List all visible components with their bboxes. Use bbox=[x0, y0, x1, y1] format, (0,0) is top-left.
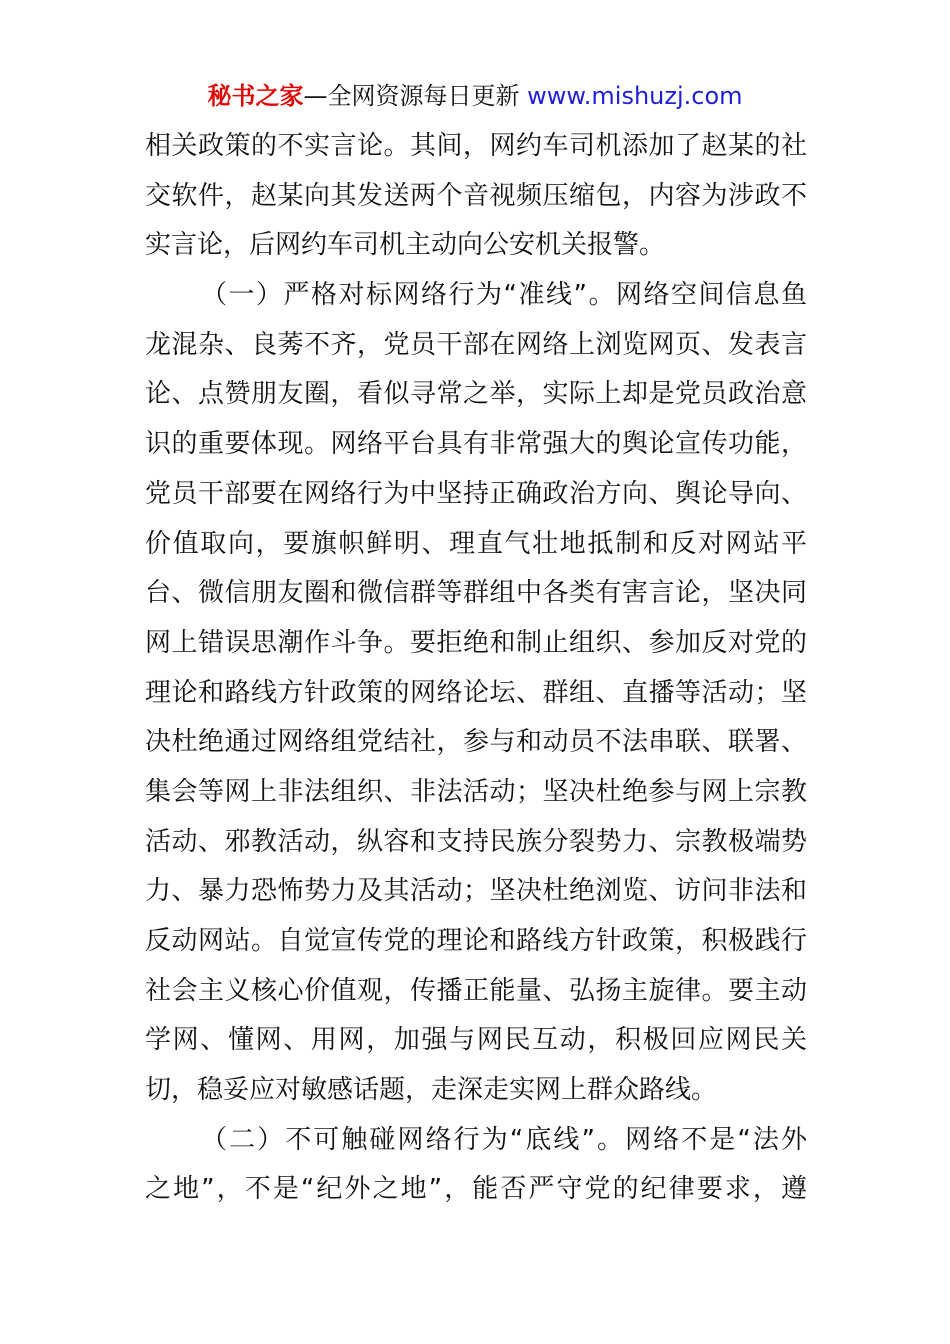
section-heading-line: （一）严格对标网络行为“准线”。网络空间信息鱼 bbox=[201, 280, 807, 311]
section-heading-line: （二）不可触碰网络行为“底线”。网络不是“法外 bbox=[201, 1124, 807, 1155]
text-line: 论、点赞朋友圈，看似寻常之举，实际上却是党员政治意 bbox=[145, 379, 807, 410]
text-line: 集会等网上非法组织、非法活动；坚决杜绝参与网上宗教 bbox=[145, 776, 807, 807]
text-line: 识的重要体现。网络平台具有非常强大的舆论宣传功能， bbox=[145, 429, 807, 460]
site-header bbox=[0, 78, 950, 114]
text-line: 价值取向，要旗帜鲜明、理直气壮地抵制和反对网站平 bbox=[145, 528, 807, 559]
document-body bbox=[145, 122, 807, 1215]
text-line: 力、暴力恐怖势力及其活动；坚决杜绝浏览、访问非法和 bbox=[145, 876, 807, 907]
header-tagline: —全网资源每日更新 bbox=[303, 82, 528, 110]
site-link[interactable]: www.mishuzj.com bbox=[527, 82, 743, 110]
text-line: 龙混杂、良莠不齐，党员干部在网络上浏览网页、发表言 bbox=[145, 329, 807, 360]
text-line: 台、微信朋友圈和微信群等群组中各类有害言论，坚决同 bbox=[145, 578, 807, 609]
text-line: 交软件，赵某向其发送两个音视频压缩包，内容为涉政不 bbox=[145, 180, 807, 211]
text-line: 切，稳妥应对敏感话题，走深走实网上群众路线。 bbox=[145, 1075, 718, 1106]
text-line: 实言论，后网约车司机主动向公安机关报警。 bbox=[145, 230, 666, 261]
text-line: 党员干部要在网络行为中坚持正确政治方向、舆论导向、 bbox=[145, 478, 807, 509]
text-line: 学网、懂网、用网，加强与网民互动，积极回应网民关 bbox=[145, 1025, 807, 1056]
text-line: 理论和路线方针政策的网络论坛、群组、直播等活动；坚 bbox=[145, 677, 807, 708]
text-line: 社会主义核心价值观，传播正能量、弘扬主旋律。要主动 bbox=[145, 975, 807, 1006]
text-line: 网上错误思潮作斗争。要拒绝和制止组织、参加反对党的 bbox=[145, 627, 807, 658]
brand-name: 秘书之家 bbox=[207, 82, 304, 110]
text-line: 活动、邪教活动，纵容和支持民族分裂势力、宗教极端势 bbox=[145, 826, 807, 857]
text-line: 反动网站。自觉宣传党的理论和路线方针政策，积极践行 bbox=[145, 926, 807, 956]
text-line: 相关政策的不实言论。其间，网约车司机添加了赵某的社 bbox=[145, 131, 807, 161]
text-line: 之地”，不是“纪外之地”，能否严守党的纪律要求，遵 bbox=[145, 1174, 807, 1205]
text-line: 决杜绝通过网络组党结社，参与和动员不法串联、联署、 bbox=[145, 727, 807, 758]
